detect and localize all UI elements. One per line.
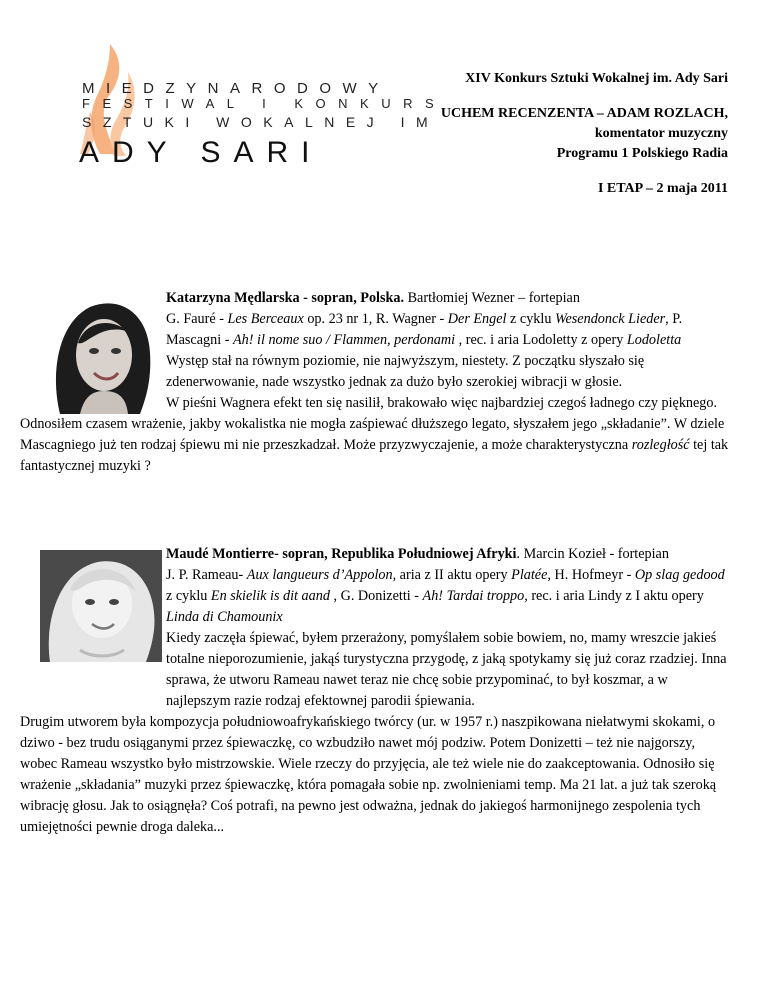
pianist: Bartłomiej Wezner – fortepian — [404, 290, 580, 306]
singer-name: Maudé Montierre- sopran, Republika Południowej Afryki — [166, 546, 517, 562]
review-1 — [20, 288, 730, 477]
contest-title: XIV Konkurs Sztuki Wokalnej im. Ady Sari — [465, 71, 728, 86]
author-station: Programu 1 Polskiego Radia — [556, 146, 728, 161]
logo-line-4: ADY SARI — [79, 136, 323, 169]
stage-date: I ETAP – 2 maja 2011 — [597, 181, 728, 196]
review-2-paragraph-1: Kiedy zaczęła śpiewać, byłem przerażony, pomyślałem sobie bowiem, no, mamy wreszcie jakieś totalne nieporozumienie, jakąś turystyczna przygodę, z jaką spotykamy się już coraz rzadziej. Inna sprawa, że utworu Rameau nawet teraz nie chcę sobie przypominać, to był koszmar, a w najlepszym razie rodzaj efektownej parodii śpiewania. — [166, 630, 727, 709]
singer-name: Katarzyna Mędlarska - sopran, Polska. — [166, 290, 405, 306]
logo-line-2: FESTIWAL I KONKURS — [82, 96, 447, 111]
logo-line-1: MIEDZYNARODOWY — [82, 80, 390, 97]
review-1-paragraph-2: W pieśni Wagnera efekt ten się nasilił, brakowało więc najbardziej czegoś ładnego czy pięknego. Odnosiłem czasem wrażenie, jakby wokalistka nie mogła zaśpiewać dłuższego legato, słyszałem jego „składanie”. W dziele Mascagniego już ten rodzaj śpiewu mi nie przeszkadzał. Może przyzwyczajenie, a może charakterystyczna rozległość tej tak fantastycznej muzyki ? — [20, 395, 729, 474]
review-2 — [20, 544, 730, 838]
column-title: UCHEM RECENZENTA – ADAM ROZLACH, — [440, 106, 728, 121]
review-2-paragraph-2: Drugim utworem była kompozycja południowoafrykańskiego twórcy (ur. w 1957 r.) naszpikowana niełatwymi skokami, o dziwo - bez trudu osiąganymi przez śpiewaczkę, co wzbudziło nawet mój podziw. Potem Donizetti – też nie najgorszy, wobec Rameau wszystko było mistrzowskie. Wiele rzeczy do przyjęcia, ale też wiele nie do zaakceptowania. Odnosiło się wrażenie „składania” muzyki przez śpiewaczkę, która pomagała sobie np. zwolnieniami temp. Ma 21 lat. a już tak szeroką wibrację głosu. Jak to osiągnęła? Coś potrafi, na pewno jest odważna, jednak do jakiegoś harmonijnego zespolenia tych umiejętności pewnie droga daleka... — [20, 714, 717, 835]
logo-line-3: SZTUKI WOKALNEJ IM — [82, 114, 440, 130]
author-role: komentator muzyczny — [594, 126, 728, 141]
document-header — [441, 69, 728, 199]
review-2-repertoire: J. P. Rameau- Aux langueurs d’Appolon, aria z II aktu opery Platée, H. Hofmeyr - Op slag gedood z cyklu En skielik is dit aand , G. Donizetti - Ah! Tardai troppo, rec. i aria Lindy z I aktu opery Linda di Chamounix — [166, 567, 725, 625]
festival-logo — [70, 42, 447, 169]
pianist: . Marcin Kozieł - fortepian — [516, 546, 669, 562]
review-1-paragraph-1: Występ stał na równym poziomie, nie najwyższym, niestety. Z początku słyszało się zdenerwowanie, nade wszystko jednak za dużo było szerokiej wibracji w głosie. — [166, 353, 645, 390]
review-1-repertoire: G. Fauré - Les Berceaux op. 23 nr 1, R. Wagner - Der Engel z cyklu Wesendonck Lieder, P. Mascagni - Ah! il nome suo / Flammen, perdonami , rec. i aria Lodoletty z opery Lodoletta — [166, 311, 683, 348]
review-1-heading — [20, 288, 730, 309]
review-2-heading — [20, 544, 730, 565]
